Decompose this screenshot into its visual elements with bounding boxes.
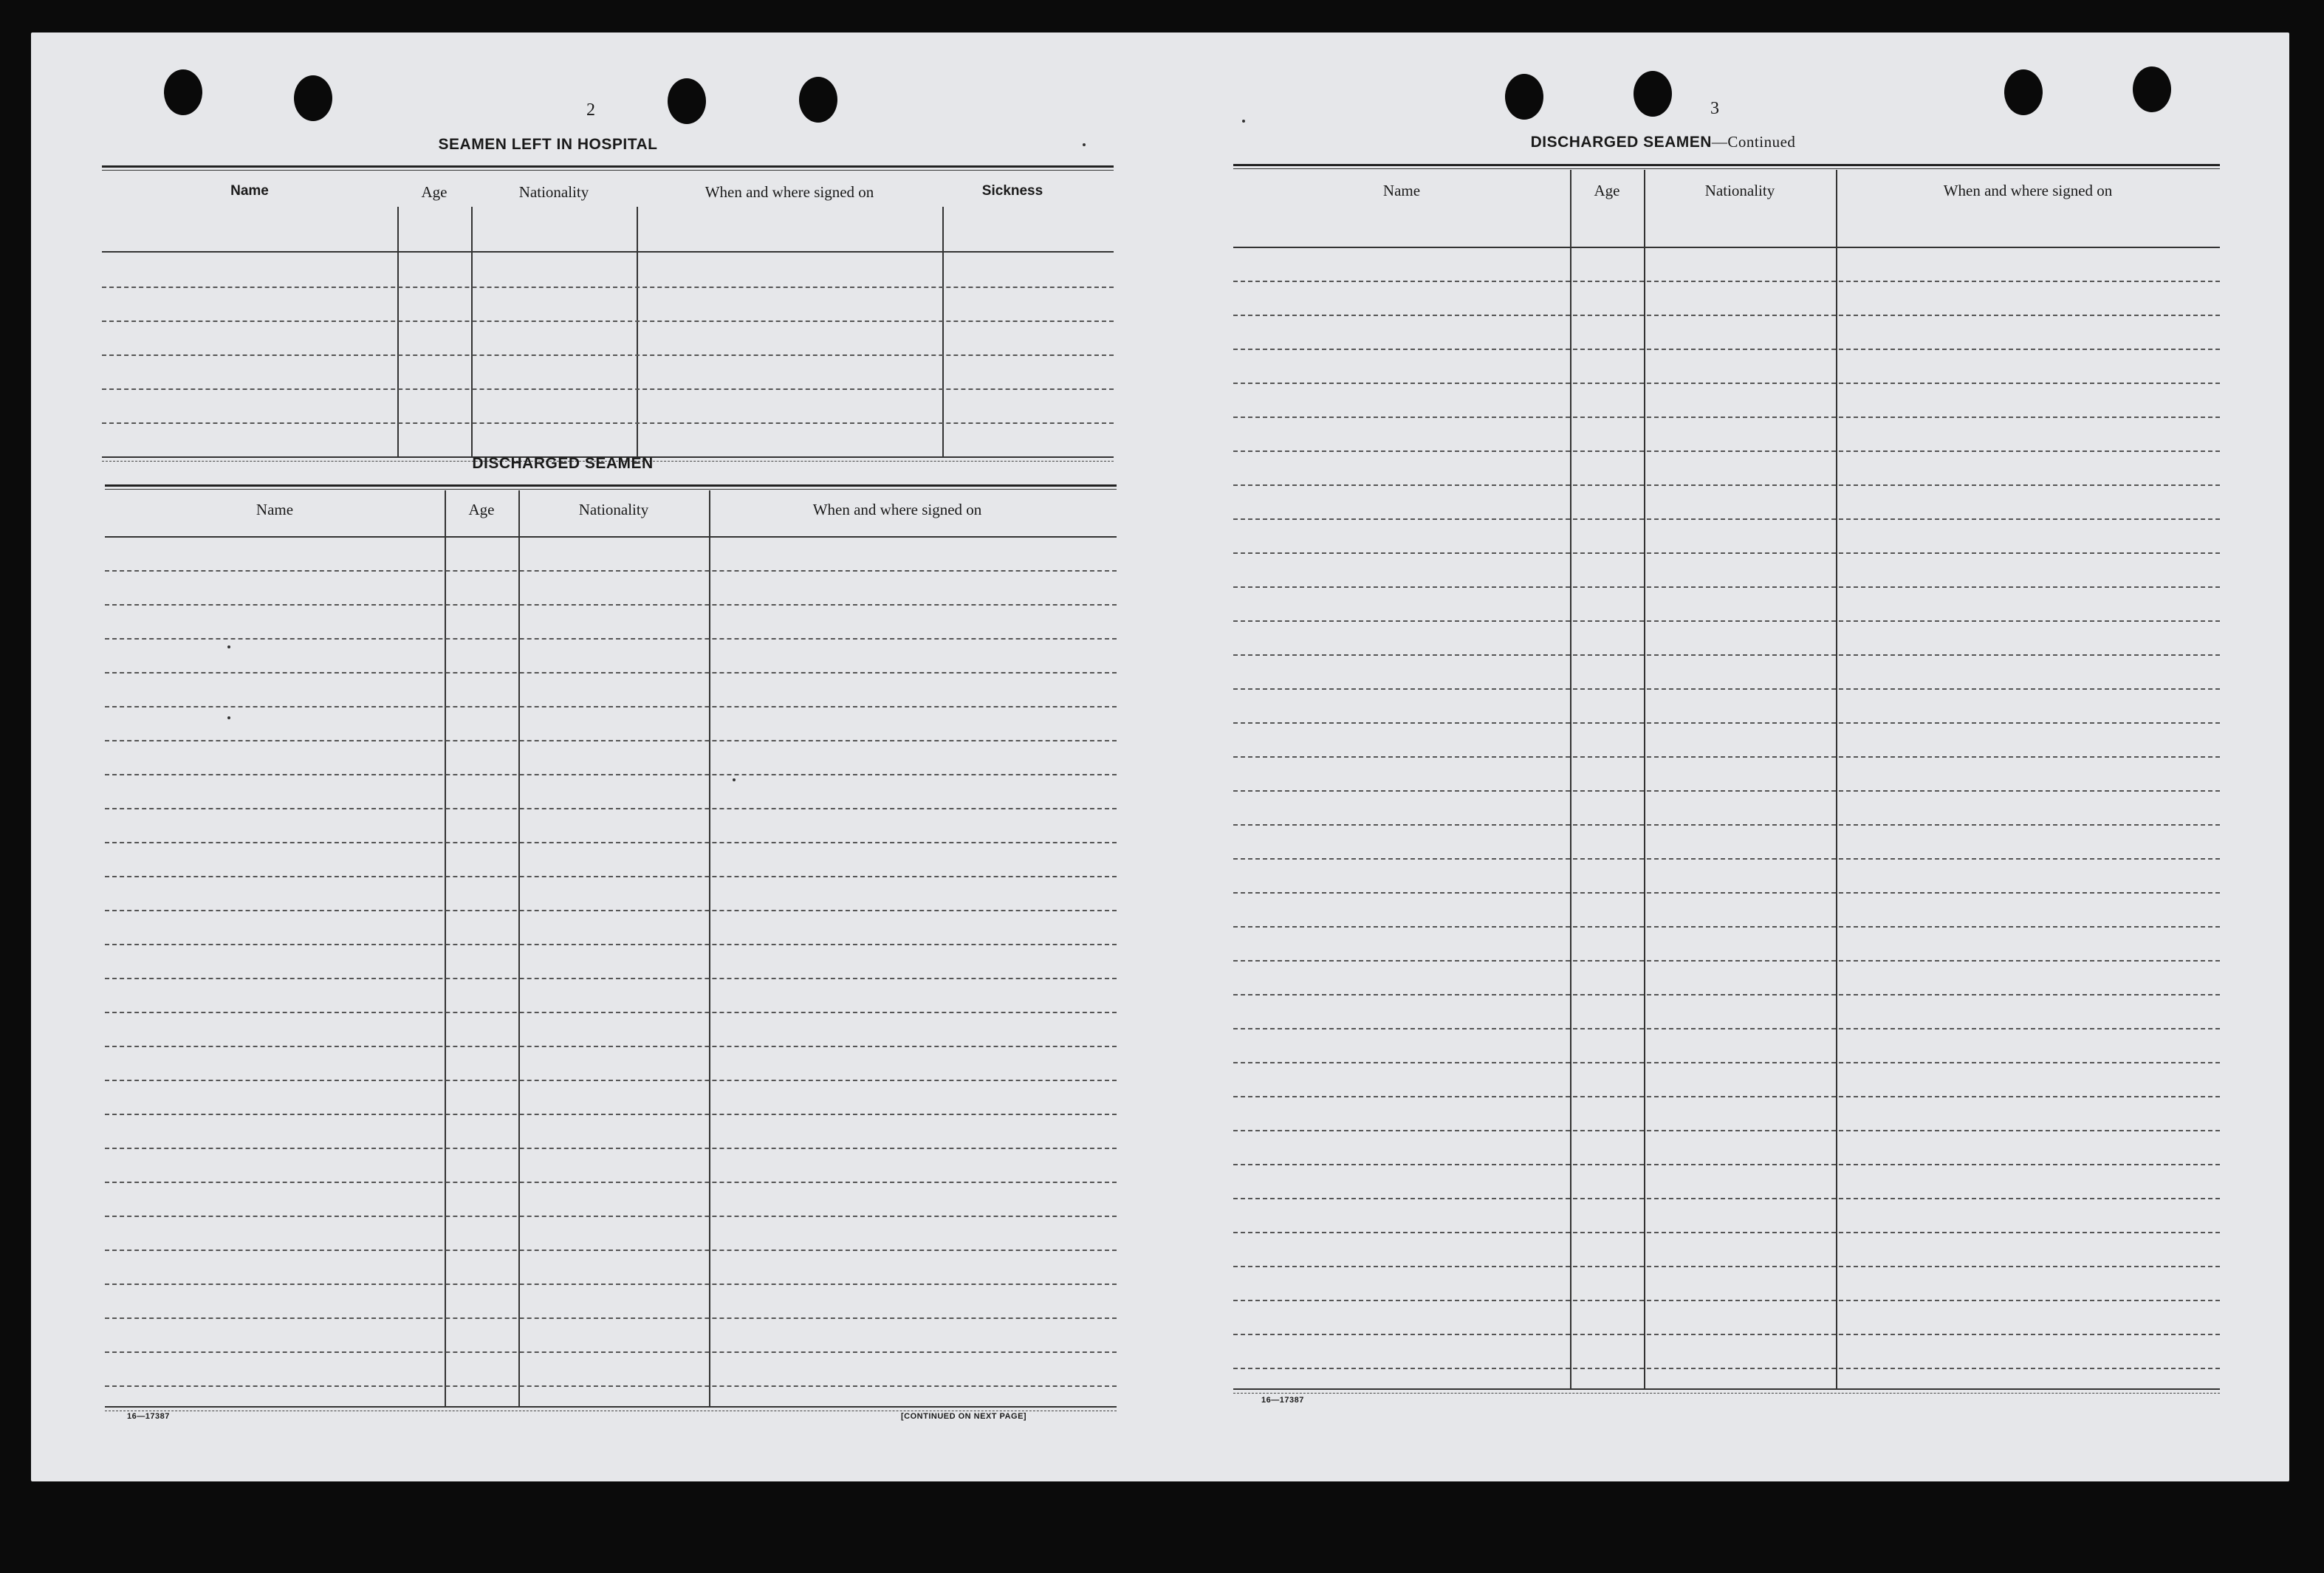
continued-note: [CONTINUED ON NEXT PAGE] bbox=[901, 1412, 1027, 1421]
scan-speck bbox=[1242, 120, 1245, 123]
page-number-right: 3 bbox=[1710, 99, 1719, 118]
col-header-age: Age bbox=[1594, 182, 1620, 199]
table-row bbox=[1233, 654, 2220, 656]
punch-hole bbox=[1505, 74, 1543, 120]
col-header-age: Age bbox=[421, 183, 448, 201]
form-number-left: 16—17387 bbox=[127, 1412, 170, 1421]
table-row bbox=[1233, 586, 2220, 588]
hospital-table bbox=[102, 165, 1114, 468]
table-row bbox=[1233, 722, 2220, 724]
table-row bbox=[105, 1046, 1117, 1047]
table-row bbox=[105, 1114, 1117, 1115]
col-header-signed-on: When and where signed on bbox=[812, 501, 982, 518]
table-row bbox=[1233, 858, 2220, 860]
scan-speck bbox=[227, 645, 230, 648]
col-header-name: Name bbox=[256, 501, 294, 518]
punch-hole bbox=[2133, 66, 2171, 112]
table-row bbox=[1233, 383, 2220, 384]
table-row bbox=[1233, 960, 2220, 962]
table-row bbox=[1233, 1232, 2220, 1233]
col-header-nationality: Nationality bbox=[518, 183, 589, 201]
punch-hole bbox=[164, 69, 202, 115]
table-row bbox=[1233, 1130, 2220, 1131]
table-row bbox=[105, 570, 1117, 572]
table-row bbox=[1233, 790, 2220, 792]
col-header-age: Age bbox=[468, 501, 495, 518]
table-row bbox=[1233, 518, 2220, 520]
scan-speck bbox=[227, 716, 230, 719]
table-row bbox=[105, 910, 1117, 911]
col-header-name: Name bbox=[230, 183, 269, 199]
table-row bbox=[1233, 1062, 2220, 1063]
table-row bbox=[105, 1012, 1117, 1013]
scan-speck bbox=[1083, 143, 1086, 146]
table-row bbox=[105, 944, 1117, 945]
table-row bbox=[1233, 349, 2220, 350]
col-header-signed-on: When and where signed on bbox=[1943, 182, 2113, 199]
section-title-discharged-continued bbox=[1508, 133, 1818, 151]
table-row bbox=[105, 604, 1117, 606]
punch-hole bbox=[294, 75, 332, 121]
paper-sheet bbox=[31, 32, 2289, 1481]
punch-hole bbox=[799, 77, 837, 123]
col-header-sickness: Sickness bbox=[981, 183, 1043, 199]
table-row bbox=[105, 774, 1117, 775]
table-row bbox=[105, 1317, 1117, 1319]
table-row bbox=[1233, 315, 2220, 316]
table-row bbox=[105, 638, 1117, 640]
table-row bbox=[1233, 688, 2220, 690]
section-title-suffix: —Continued bbox=[1711, 133, 1796, 151]
table-row bbox=[1233, 756, 2220, 758]
col-header-signed-on: When and where signed on bbox=[705, 183, 874, 201]
table-row bbox=[1233, 1334, 2220, 1335]
table-row bbox=[105, 1216, 1117, 1217]
table-row bbox=[1233, 450, 2220, 452]
table-row bbox=[1233, 281, 2220, 282]
punch-hole bbox=[1634, 71, 1672, 117]
table-row bbox=[1233, 1164, 2220, 1165]
discharged-table-right bbox=[1233, 164, 2220, 1434]
table-row bbox=[1233, 620, 2220, 622]
table-row bbox=[102, 388, 1114, 390]
table-row bbox=[102, 422, 1114, 424]
discharged-table-left bbox=[105, 484, 1117, 1437]
table-row bbox=[105, 672, 1117, 674]
col-header-name: Name bbox=[1382, 182, 1421, 199]
table-row bbox=[105, 1351, 1117, 1353]
table-row bbox=[1233, 1028, 2220, 1029]
table-row bbox=[1233, 926, 2220, 928]
table-row bbox=[105, 1284, 1117, 1285]
table-row bbox=[1233, 994, 2220, 995]
table-row bbox=[1233, 552, 2220, 554]
table-row bbox=[105, 1250, 1117, 1251]
table-row bbox=[1233, 417, 2220, 418]
table-row bbox=[105, 978, 1117, 979]
table-row bbox=[1233, 824, 2220, 826]
section-title-discharged: DISCHARGED SEAMEN bbox=[472, 455, 654, 472]
scan-speck bbox=[733, 778, 736, 781]
table-row bbox=[105, 1148, 1117, 1149]
table-row bbox=[102, 321, 1114, 322]
table-row bbox=[1233, 1096, 2220, 1097]
table-row bbox=[105, 842, 1117, 843]
punch-hole bbox=[2004, 69, 2043, 115]
col-header-nationality: Nationality bbox=[578, 501, 649, 518]
table-row bbox=[105, 1182, 1117, 1183]
table-row bbox=[102, 287, 1114, 288]
section-title-hospital: SEAMEN LEFT IN HOSPITAL bbox=[438, 136, 658, 153]
table-row bbox=[1233, 892, 2220, 894]
table-row bbox=[1233, 1266, 2220, 1267]
table-row bbox=[105, 1385, 1117, 1387]
col-header-nationality: Nationality bbox=[1704, 182, 1775, 199]
table-row bbox=[105, 740, 1117, 741]
table-row bbox=[102, 354, 1114, 356]
table-row bbox=[105, 706, 1117, 707]
table-row bbox=[1233, 1300, 2220, 1301]
page-number-left: 2 bbox=[586, 100, 595, 120]
table-row bbox=[1233, 1198, 2220, 1199]
table-row bbox=[105, 876, 1117, 877]
table-row bbox=[1233, 484, 2220, 486]
table-row bbox=[105, 808, 1117, 809]
table-row bbox=[1233, 1368, 2220, 1369]
table-row bbox=[105, 1080, 1117, 1081]
section-title-text: DISCHARGED SEAMEN bbox=[1530, 134, 1712, 151]
punch-hole bbox=[668, 78, 706, 124]
form-number-right: 16—17387 bbox=[1261, 1396, 1304, 1405]
